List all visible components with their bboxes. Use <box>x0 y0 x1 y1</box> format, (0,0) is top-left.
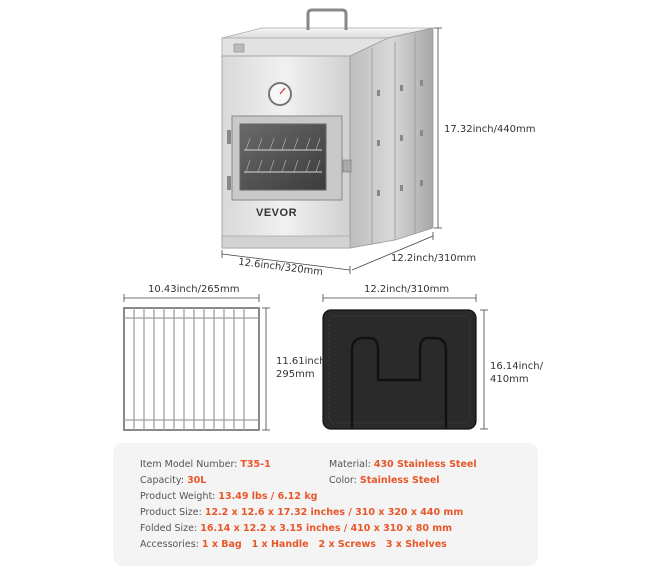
spec-weight-value: 13.49 lbs / 6.12 kg <box>218 491 318 502</box>
bag-width-label: 12.2inch/310mm <box>364 284 450 295</box>
rack-dimension-lines <box>124 294 270 430</box>
spec-color-value: Stainless Steel <box>359 475 440 486</box>
spec-folded-label: Folded Size: <box>140 523 198 534</box>
spec-capacity-value: 30L <box>187 475 207 486</box>
spec-capacity-label: Capacity: <box>140 475 185 486</box>
oven-rack <box>124 308 259 430</box>
rack-height-label-2: 295mm <box>276 369 315 380</box>
oven-width-label: 12.6inch/320mm <box>237 256 324 279</box>
spec-weight-label: Product Weight: <box>140 491 216 502</box>
spec-accessories-label: Accessories: <box>140 539 199 550</box>
spec-folded-value: 16.14 x 12.2 x 3.15 inches / 410 x 310 x 80 mm <box>200 523 453 534</box>
spec-accessories <box>140 539 447 550</box>
spec-capacity <box>140 475 206 486</box>
spec-size-value: 12.2 x 12.6 x 17.32 inches / 310 x 320 x 440 mm <box>204 507 464 518</box>
spec-model-value: T35-1 <box>240 459 271 470</box>
spec-size-label: Product Size: <box>140 507 202 518</box>
oven-height-label: 17.32inch/440mm <box>444 124 536 135</box>
oven-window <box>240 124 326 190</box>
spec-model <box>140 459 271 470</box>
oven <box>222 10 433 248</box>
spec-material <box>329 459 477 470</box>
bag-height-label-1: 16.14inch/ <box>490 361 543 372</box>
spec-weight <box>140 491 317 502</box>
spec-model-label: Item Model Number: <box>140 459 238 470</box>
bag-height-label-2: 410mm <box>490 374 529 385</box>
spec-folded <box>140 523 452 534</box>
spec-color <box>329 475 440 486</box>
vevor-logo: VEVOR <box>256 207 298 219</box>
rack-width-label: 10.43inch/265mm <box>148 284 240 295</box>
rack-height-label-1: 11.61inch/ <box>276 356 329 367</box>
storage-bag <box>323 310 476 429</box>
oven-side <box>350 28 433 248</box>
lid-handle <box>308 10 346 30</box>
spec-accessories-value: 1 x Bag 1 x Handle 2 x Screws 3 x Shelves <box>201 539 447 550</box>
spec-material-value: 430 Stainless Steel <box>373 459 477 470</box>
spec-material-label: Material: <box>329 459 371 470</box>
spec-color-label: Color: <box>329 475 357 486</box>
oven-depth-label: 12.2inch/310mm <box>391 253 477 264</box>
spec-size <box>140 507 463 518</box>
